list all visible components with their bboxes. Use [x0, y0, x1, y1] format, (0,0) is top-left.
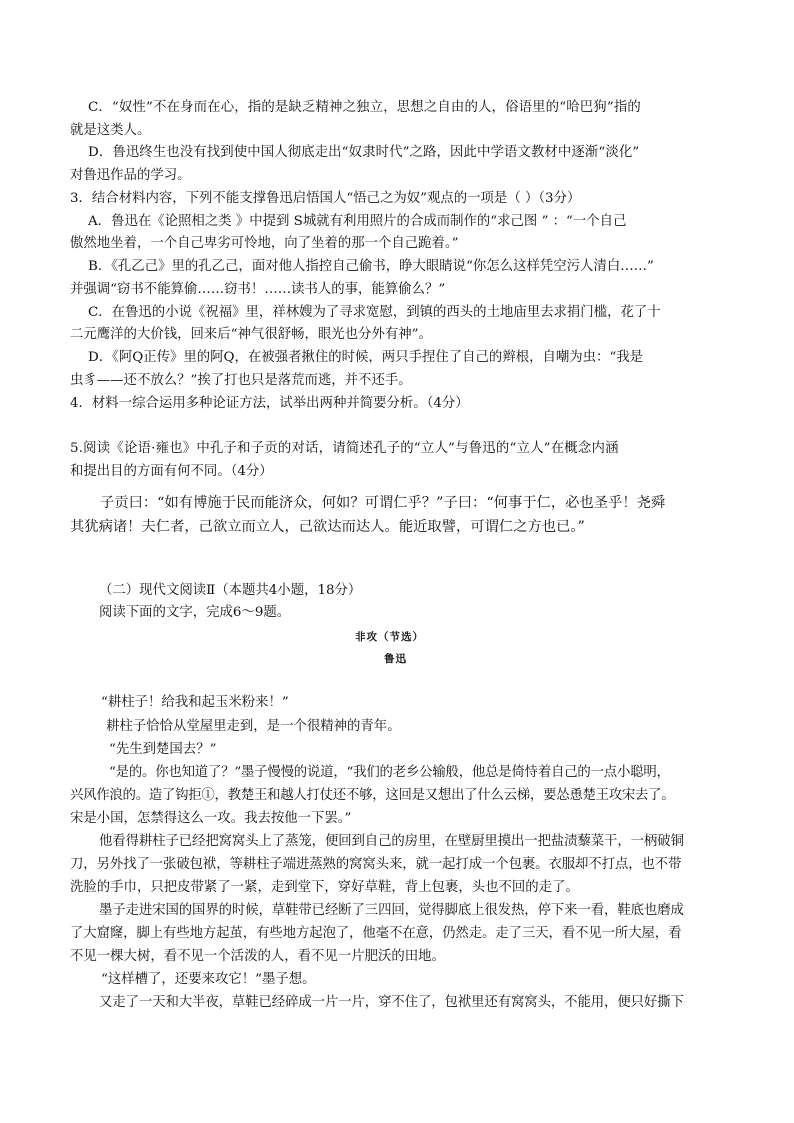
passage-paragraph-4-line-1: “是的。你也知道了？”墨子慢慢的说道，“我们的老乡公输般，他总是倚恃着自己的一点小聪明，	[109, 765, 670, 780]
q3-option-b-line-2: 并强调“窃书不能算偷……窃书！……读书人的事，能算偷么？”	[70, 282, 446, 297]
passage-paragraph-2: 耕柱子恰恰从堂屋里走到，是一个很精神的青年。	[106, 719, 401, 734]
passage-paragraph-6-line-2: 了大窟窿，脚上有些地方起茧，有些地方起泡了，他毫不在意，仍然走。走了三天，看不见一所大屋，看	[70, 926, 682, 941]
q3-option-d-line-1: D．《阿Q正传》里的阿Q，在被强者揪住的时候，两只手捏住了自己的辫根，自嘲为虫：“我是	[88, 350, 644, 365]
passage-paragraph-3: “先生到楚国去？”	[109, 742, 217, 757]
q3-option-c-line-2: 二元鹰洋的大价钱，回来后“神气很舒畅，眼光也分外有神”。	[70, 327, 432, 342]
option-d-line-2: 对鲁迅作品的学习。	[70, 168, 191, 183]
passage-paragraph-6-line-3: 不见一棵大树，看不见一个活泼的人，看不见一片肥沃的田地。	[70, 949, 445, 964]
passage-paragraph-7: “这样槽了，还要来攻它！”墨子想。	[101, 972, 316, 987]
passage-paragraph-6-line-1: 墨子走进宋国的国界的时候，草鞋带已经断了三四回，觉得脚底上很发热，停下来一看，鞋底也磨成	[99, 903, 684, 918]
passage-paragraph-8: 又走了一天和大半夜，草鞋已经碎成一片一片，穿不住了，包袱里还有窝窝头，不能用，便只好撕下	[99, 995, 684, 1010]
q3-option-a-line-1: A．鲁迅在《论照相之类 》中提到 S城就有利用照片的合成而制作的“求己图 ” ：“一个自己	[88, 214, 627, 229]
question-5-line-1: 5.阅读《论语·雍也》中孔子和子贡的对话，请简述孔子的“立人”与鲁迅的“立人”在概念内涵	[70, 441, 619, 456]
passage-title: 非攻（节选）	[355, 631, 424, 643]
q5-quote-line-1: 子贡曰：“如有博施于民而能济众，何如？可谓仁乎？”子曰：“何事于仁，必也圣乎！尧舜	[100, 495, 666, 511]
passage-paragraph-5-line-2: 刀，另外找了一张破包袱，等耕柱子端进蒸熟的窝窝头来，就一起打成一个包裹。衣服却不打点，也不带	[70, 857, 682, 872]
passage-paragraph-1: “耕柱子！给我和起玉米粉来！”	[101, 695, 289, 710]
q3-option-b-line-1: B．《孔乙己》里的孔乙己，面对他人指控自己偷书，睁大眼睛说“你怎么这样凭空污人清白……”	[88, 259, 654, 274]
passage-paragraph-4-line-3: 宋是小国，怎禁得这么一攻。我去按他一下罢。”	[70, 811, 352, 826]
passage-paragraph-5-line-1: 他看得耕柱子已经把窝窝头上了蒸笼，便回到自己的房里，在壁厨里摸出一把盐渍藜菜干，一柄破铜	[99, 834, 684, 849]
q3-option-c-line-1: C．在鲁迅的小说《祝福》里，祥林嫂为了寻求宽慰，到镇的西头的土地庙里去求捐门槛，花了十	[88, 305, 661, 320]
section-instruction: 阅读下面的文字，完成6～9题。	[99, 605, 291, 620]
passage-paragraph-5-line-3: 洗脸的手巾，只把皮带紧了一紧，走到堂下，穿好草鞋，背上包裹，头也不回的走了。	[70, 880, 579, 895]
passage-author: 鲁迅	[384, 653, 407, 665]
section-heading: （二）现代文阅读Ⅱ（本题共4小题，18分）	[99, 583, 362, 598]
q3-option-d-line-2: 虫豸——还不放么？”挨了打也只是落荒而逃，并不还手。	[70, 373, 412, 388]
option-d-line-1: D．鲁迅终生也没有找到使中国人彻底走出“奴隶时代”之路，因此中学语文教材中逐渐“淡化”	[88, 145, 640, 160]
question-5-line-2: 和提出目的方面有何不同。（4分）	[70, 464, 273, 479]
question-3-stem: 3．结合材料内容，下列不能支撑鲁迅启悟国人“悟己之为奴”观点的一项是（ ）（3分）	[70, 191, 581, 206]
q3-option-a-line-2: 傲然地坐着，一个自己卑劣可怜地，向了坐着的那一个自己跪着。”	[70, 236, 459, 251]
q5-quote-line-2: 其犹病诸！夫仁者，己欲立而立人，己欲达而达人。能近取譬，可谓仁之方也已。”	[70, 519, 585, 535]
question-4: 4．材料一综合运用多种论证方法，试举出两种并简要分析。（4分）	[70, 396, 469, 411]
option-c-line-2: 就是这类人。	[70, 123, 151, 138]
option-c-line-1: C．“奴性”不在身而在心，指的是缺乏精神之独立，思想之自由的人，俗语里的“哈巴狗”指的	[88, 100, 641, 115]
passage-paragraph-4-line-2: 兴风作浪的。造了钩拒①，教楚王和越人打仗还不够，这回是又想出了什么云梯，要怂恿楚王攻宋去了。	[70, 788, 675, 803]
